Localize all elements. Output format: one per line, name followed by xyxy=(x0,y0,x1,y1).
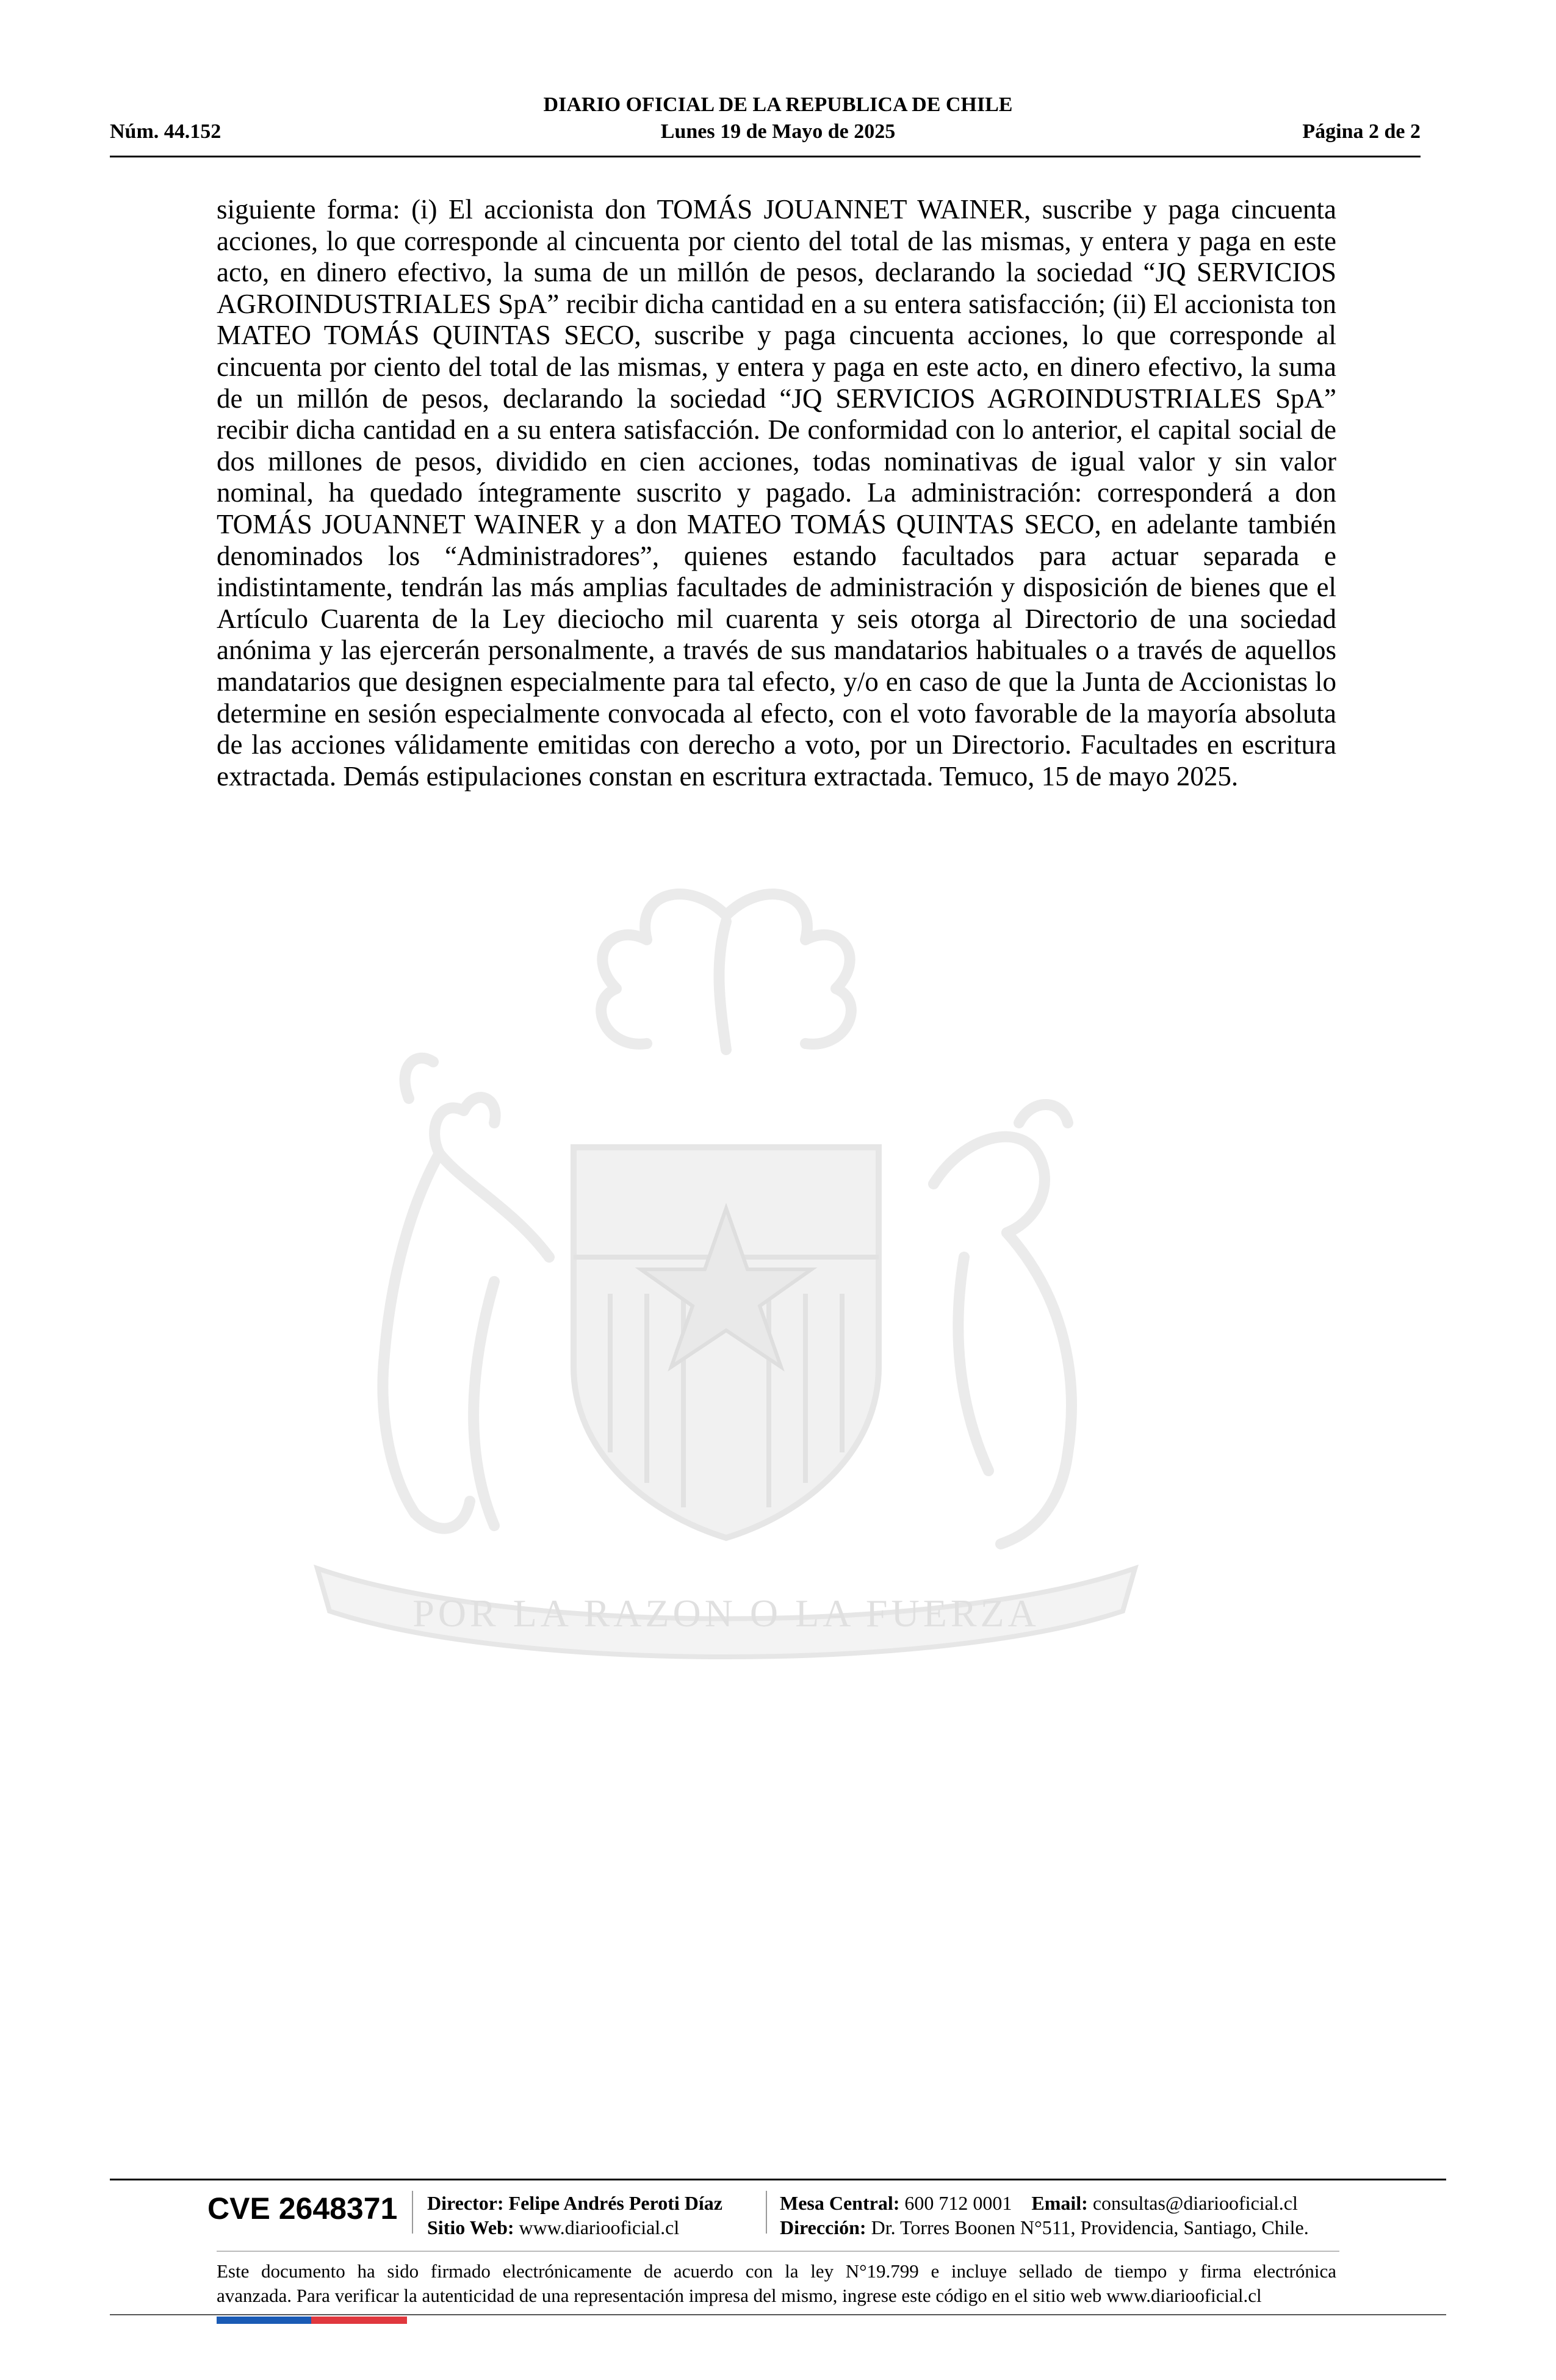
footer-divider-mid xyxy=(217,2251,1339,2252)
phone-value: 600 712 0001 xyxy=(904,2192,1012,2214)
cve-code: CVE 2648371 xyxy=(207,2191,398,2226)
footer-director-block xyxy=(427,2191,722,2240)
page-number: Página 2 de 2 xyxy=(1302,120,1421,143)
coat-of-arms-watermark-icon xyxy=(207,867,1245,1690)
email-link[interactable]: consultas@diariooficial.cl xyxy=(1092,2192,1298,2214)
director-label: Director: xyxy=(427,2192,504,2214)
director-name: Felipe Andrés Peroti Díaz xyxy=(508,2192,722,2214)
legal-notice-line: Este documento ha sido firmado electrónicamente de acuerdo con la ley N°19.799 e incluye sellado de tiempo y firma electrónica xyxy=(217,2260,1336,2282)
flag-stripe-blue xyxy=(217,2317,311,2324)
footer-separator xyxy=(412,2191,413,2234)
address-label: Dirección: xyxy=(780,2216,866,2238)
footer-separator xyxy=(766,2191,767,2234)
footer-divider-bottom xyxy=(110,2314,1446,2315)
website-link[interactable]: www.diariooficial.cl xyxy=(519,2216,680,2238)
footer-contact-block xyxy=(780,2191,1309,2240)
website-label: Sitio Web: xyxy=(427,2216,514,2238)
address-value: Dr. Torres Boonen N°511, Providencia, Santiago, Chile. xyxy=(871,2216,1309,2238)
header-divider xyxy=(110,156,1421,157)
phone-label: Mesa Central: xyxy=(780,2192,900,2214)
publication-title: DIARIO OFICIAL DE LA REPUBLICA DE CHILE xyxy=(543,93,1013,116)
footer-divider-top xyxy=(110,2179,1446,2180)
flag-stripe-red xyxy=(311,2317,407,2324)
watermark-motto: POR LA RAZON O LA FUERZA xyxy=(412,1592,1040,1635)
issue-number: Núm. 44.152 xyxy=(110,120,222,143)
legal-notice-line: avanzada. Para verificar la autenticidad de una representación impresa del mismo, ingrese este código en el sitio web www.diariooficial.cl xyxy=(217,2285,1262,2306)
publication-date: Lunes 19 de Mayo de 2025 xyxy=(660,120,896,143)
email-label: Email: xyxy=(1031,2192,1088,2214)
legal-notice xyxy=(217,2259,1336,2308)
document-body: siguiente forma: (i) El accionista don TOMÁS JOUANNET WAINER, suscribe y paga cincuenta acciones, lo que corresponde al cincuenta por ciento del total de las mismas, y entera y paga en este acto, en dinero efectivo, la suma de un millón de pesos, declarando la sociedad “JQ SERVICIOS AGROINDUSTRIALES SpA” recibir dicha cantidad en a su entera satisfacción; (ii) El accionista ton MATEO TOMÁS QUINTAS SECO, suscribe y paga cincuenta acciones, lo que corresponde al cincuenta por ciento del total de las mismas, y entera y paga en este acto, en dinero efectivo, la suma de un millón de pesos, declarando la sociedad “JQ SERVICIOS AGROINDUSTRIALES SpA” recibir dicha cantidad en a su entera satisfacción. De conformidad con lo anterior, el capital social de dos millones de pesos, dividido en cien acciones, todas nominativas de igual valor y sin valor nominal, ha quedado íntegramente suscrito y pagado. La administración: corresponderá a don TOMÁS JOUANNET WAINER y a don MATEO TOMÁS QUINTAS SECO, en adelante también denominados los “Administradores”, quienes estando facultados para actuar separada e indistintamente, tendrán las más amplias facultades de administración y disposición de bienes que el Artículo Cuarenta de la Ley dieciocho mil cuarenta y seis otorga al Directorio de una sociedad anónima y las ejercerán personalmente, a través de sus mandatarios habituales o a través de aquellos mandatarios que designen especialmente para tal efecto, y/o en caso de que la Junta de Accionistas lo determine en sesión especialmente convocada al efecto, con el voto favorable de la mayoría absoluta de las acciones válidamente emitidas con derecho a voto, por un Directorio. Facultades en escritura extractada. Demás estipulaciones constan en escritura extractada. Temuco, 15 de mayo 2025. xyxy=(217,194,1336,792)
